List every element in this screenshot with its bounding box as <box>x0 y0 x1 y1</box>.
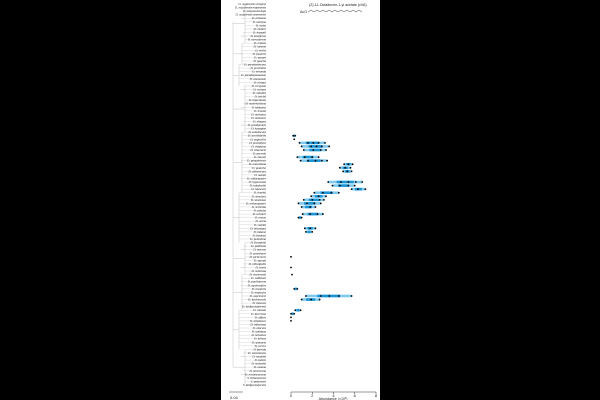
species-label: D. picticornis <box>249 254 266 259</box>
data-point <box>361 181 363 183</box>
species-label: D. erecta <box>254 215 266 220</box>
data-point <box>342 170 344 172</box>
x-tick-label: 2 <box>311 393 314 398</box>
data-point <box>290 316 292 318</box>
data-point <box>307 160 309 162</box>
scale-bar-label: 0.04 <box>230 395 238 400</box>
data-point <box>304 156 306 158</box>
data-point <box>310 195 312 197</box>
species-label: D. pectinifera <box>249 140 266 145</box>
species-label: D. tsacasi <box>254 155 266 160</box>
species-label: D. prostipennis <box>247 123 266 128</box>
species-label: D. santomea <box>250 197 266 202</box>
data-point <box>311 199 313 201</box>
data-point <box>322 192 324 194</box>
species-label: D. falleni <box>254 358 266 363</box>
data-point <box>311 231 313 233</box>
species-label: D. triauraria <box>250 147 266 152</box>
species-label: D. equinoxialis <box>247 283 266 288</box>
data-point <box>339 167 341 169</box>
data-point <box>293 313 295 315</box>
data-point <box>290 267 292 269</box>
species-label: D. kikkawai <box>251 105 266 110</box>
species-label: D. ambigua <box>251 329 266 334</box>
data-point <box>328 295 330 297</box>
species-label: D. yakuba <box>253 208 266 213</box>
abundance-points <box>290 135 366 322</box>
data-point <box>307 142 309 144</box>
species-label: D. limensis <box>252 301 266 306</box>
data-point <box>321 146 323 148</box>
range-bar-inner <box>307 231 310 234</box>
species-label: D. birchii <box>254 94 266 99</box>
species-label: D. bakoue <box>253 229 266 234</box>
data-point <box>304 227 306 229</box>
data-point <box>301 217 303 219</box>
species-label: D. navojoa <box>252 19 266 24</box>
species-label: D. pallidosa <box>251 244 266 249</box>
data-point <box>309 213 311 215</box>
data-point <box>325 149 327 151</box>
data-point <box>298 217 300 219</box>
range-bar-inner <box>309 199 319 202</box>
species-label: D. orena <box>255 219 266 224</box>
data-point <box>290 320 292 322</box>
data-point <box>350 167 352 169</box>
data-point <box>324 142 326 144</box>
data-point <box>343 163 345 165</box>
species-label: D. pseudoobscura <box>244 62 266 67</box>
molecule-structure <box>308 10 362 12</box>
species-label: D. innubila <box>252 354 266 359</box>
species-label: D. latifasciaeformis <box>242 304 266 309</box>
species-label: D. paulistorum <box>247 279 266 284</box>
chart-title: (Z)-11-Octadecen-1-yl acetate (cVA) <box>309 3 367 7</box>
data-point <box>357 188 359 190</box>
species-label: S. pattersoni <box>250 379 266 384</box>
data-point <box>299 142 301 144</box>
species-label: D. fulvimacula <box>248 297 266 302</box>
species-label: D. albomicans <box>248 169 266 174</box>
data-point <box>306 203 308 205</box>
data-point <box>316 146 318 148</box>
data-point <box>303 149 305 151</box>
data-point <box>319 299 321 301</box>
data-point <box>327 181 329 183</box>
species-label: D. recens <box>254 343 266 348</box>
data-point <box>290 313 292 315</box>
data-point <box>338 192 340 194</box>
species-label: D. capricorni <box>249 293 266 298</box>
species-label: D. willistoni <box>251 276 266 281</box>
abundance-bars <box>291 134 365 315</box>
species-label: D. ficusphila <box>250 240 266 245</box>
species-label: D. arizonae <box>251 16 266 21</box>
data-point <box>296 288 298 290</box>
data-point <box>354 185 356 187</box>
species-label: D. teissieri <box>252 212 266 217</box>
data-point <box>318 142 320 144</box>
data-point <box>301 206 303 208</box>
species-label: D. tropicalis <box>250 290 266 295</box>
data-point <box>320 149 322 151</box>
species-label: D. punjabiensis <box>247 158 266 163</box>
species-label: D. quinaria <box>251 340 266 345</box>
data-point <box>317 213 319 215</box>
data-point <box>309 206 311 208</box>
data-point <box>300 160 302 162</box>
species-label: D. busckii <box>253 190 266 195</box>
species-label: D. sturtevanti <box>249 272 266 277</box>
species-label: D. ezoana <box>253 365 266 370</box>
species-label: D. mulleri <box>253 26 266 31</box>
data-point <box>326 160 328 162</box>
data-point <box>312 142 314 144</box>
data-point <box>301 299 303 301</box>
data-point <box>298 203 300 205</box>
species-label: D. helvetica <box>251 333 266 338</box>
data-point <box>322 213 324 215</box>
species-label: D. grimshawi <box>249 251 266 256</box>
data-point <box>311 156 313 158</box>
species-label: D. melanica <box>251 112 266 117</box>
species-label: S. latifasciaeformis <box>242 383 266 387</box>
species-label: D. takahashii <box>249 183 266 188</box>
data-point <box>352 163 354 165</box>
species-label: D. buzzatii <box>252 30 266 35</box>
data-point <box>351 188 353 190</box>
species-label: D. sechellia <box>251 204 266 209</box>
species-label: D. malerkotliana <box>245 101 266 106</box>
species-label: D. mercatorum <box>247 37 266 42</box>
species-label: D. mojavensis wrigleyi <box>238 2 266 6</box>
range-bar-inner <box>292 312 294 315</box>
data-point <box>318 195 320 197</box>
species-label: D. fuyamai <box>252 233 266 238</box>
data-point <box>351 170 353 172</box>
data-point <box>310 299 312 301</box>
species-label: D. varians <box>253 87 266 92</box>
species-label: D. insularis <box>251 286 266 291</box>
species-label: D. athabasca <box>250 318 266 323</box>
species-label: D. putrida <box>253 347 266 352</box>
species-label: D. hydei <box>255 23 266 28</box>
data-point <box>290 256 292 258</box>
species-label: D. mauritiana <box>248 162 266 167</box>
data-point <box>313 192 315 194</box>
species-label: D. guanche <box>252 165 266 170</box>
data-point <box>301 146 303 148</box>
species-label: D. nasuta <box>254 172 266 177</box>
data-point <box>291 274 293 276</box>
data-point <box>321 160 323 162</box>
data-point <box>310 146 312 148</box>
data-point <box>323 199 325 201</box>
data-point <box>305 295 307 297</box>
species-label: D. atripex <box>253 80 266 85</box>
species-label: D. gaucha <box>253 58 266 63</box>
species-label: D. rhopaloa <box>251 144 266 149</box>
data-point <box>325 195 327 197</box>
species-label: D. nebulosa <box>251 269 266 274</box>
species-label: D. kanapiae <box>251 126 266 131</box>
species-label: D. bipectinata <box>248 98 266 103</box>
species-labels <box>234 2 267 387</box>
species-label: D. subobscura <box>248 130 266 135</box>
data-point <box>294 135 296 137</box>
species-label: D. ananassae <box>249 76 266 81</box>
species-label: D. pseudoananassae <box>241 73 266 78</box>
data-point <box>296 156 298 158</box>
species-label: D. acutilabella <box>248 133 266 138</box>
species-label: D. lummei <box>253 44 266 49</box>
data-point <box>338 295 340 297</box>
species-label: D. suzukii <box>254 222 266 227</box>
species-label: D. parvula <box>253 151 266 156</box>
data-point <box>302 213 304 215</box>
x-tick-label: 6 <box>353 393 356 398</box>
species-label: D. biarmipes <box>250 226 266 231</box>
data-point <box>330 192 332 194</box>
data-point <box>319 199 321 201</box>
data-point <box>364 188 366 190</box>
data-point <box>315 206 317 208</box>
data-point <box>309 227 311 229</box>
chart-panel <box>221 0 380 400</box>
species-label: D. lutescens <box>251 187 266 192</box>
data-point <box>292 135 294 137</box>
species-label: D. robusta <box>253 308 266 313</box>
species-label: D. mojavensis baja <box>242 9 266 14</box>
species-label: D. funebris <box>252 51 266 56</box>
species-label: D. lacertosa <box>251 311 266 316</box>
range-bar-inner <box>337 181 354 184</box>
species-label: D. melanogaster <box>246 201 266 206</box>
species-label: D. mimetica <box>251 115 266 120</box>
species-label: D. repleta <box>253 41 266 46</box>
species-label: D. sproati <box>253 258 266 263</box>
data-point <box>320 203 322 205</box>
data-point <box>320 295 322 297</box>
species-label: D. villosipedis <box>248 261 266 266</box>
species-label: D. pavani <box>254 55 266 60</box>
data-point <box>313 203 315 205</box>
species-label: D. simulans <box>251 194 266 199</box>
data-point <box>294 309 296 311</box>
data-point <box>355 181 357 183</box>
species-label: D. macrae <box>253 247 266 252</box>
species-label: D. ercepeae <box>251 83 266 88</box>
species-label: D. neohydei <box>251 361 266 366</box>
species-label: D. mojavensis mojavensis <box>234 5 266 10</box>
species-label: D. affinis <box>254 315 266 320</box>
species-label: D. leontia <box>254 108 266 113</box>
species-label: S. lebanonensis <box>247 375 266 380</box>
species-label: D. americana <box>249 368 266 373</box>
x-tick-label: 8 <box>374 393 378 398</box>
data-point <box>300 309 302 311</box>
data-point <box>339 185 341 187</box>
range-bar-inner <box>295 288 297 291</box>
species-label: D. obscura <box>252 326 266 331</box>
x-axis-label: Abundance (×10³) <box>318 397 348 400</box>
data-point <box>315 160 317 162</box>
species-label: D. miranda <box>252 69 266 74</box>
species-label: D. jambulina <box>250 237 266 242</box>
range-bar-inner <box>307 159 320 162</box>
data-point <box>312 149 314 151</box>
data-point <box>293 138 295 140</box>
data-point <box>303 199 305 201</box>
data-point <box>332 185 334 187</box>
species-label: D. hypocausta <box>248 180 266 185</box>
data-point <box>347 181 349 183</box>
species-label: D. virilis <box>255 48 266 53</box>
species-label: D. neotestacea <box>248 350 266 355</box>
x-tick-label: 4 <box>332 393 335 398</box>
data-point <box>347 185 349 187</box>
data-point <box>293 288 295 290</box>
species-label: D. novamexicana <box>245 372 266 377</box>
data-point <box>318 156 320 158</box>
species-label: D. eugracilis <box>250 137 266 142</box>
species-label: D. elegans <box>253 119 266 124</box>
data-point <box>347 163 349 165</box>
data-point <box>305 231 307 233</box>
cva-abundance-chart <box>221 0 380 400</box>
species-label: D. persimilis <box>250 66 266 71</box>
structure-label: AcO <box>300 10 307 14</box>
data-point <box>344 167 346 169</box>
data-point <box>328 146 330 148</box>
range-bar-inner <box>299 216 301 219</box>
species-label: D. mojavensis sonorensis <box>235 12 266 17</box>
data-point <box>340 181 342 183</box>
data-point <box>346 170 348 172</box>
data-point <box>351 295 353 297</box>
species-label: D. tristis <box>255 265 266 270</box>
x-tick-label: 0 <box>289 393 293 398</box>
species-label: D. bifasciata <box>250 322 266 327</box>
species-label: D. koepferae <box>250 34 266 39</box>
range-bar-inner <box>297 309 300 312</box>
species-label: D. ohiolibs <box>252 91 266 96</box>
range-bar-inner <box>309 149 320 152</box>
species-label: D. tolteca <box>254 336 266 341</box>
data-point <box>315 227 317 229</box>
species-label: D. sulfurigaster <box>246 176 266 181</box>
